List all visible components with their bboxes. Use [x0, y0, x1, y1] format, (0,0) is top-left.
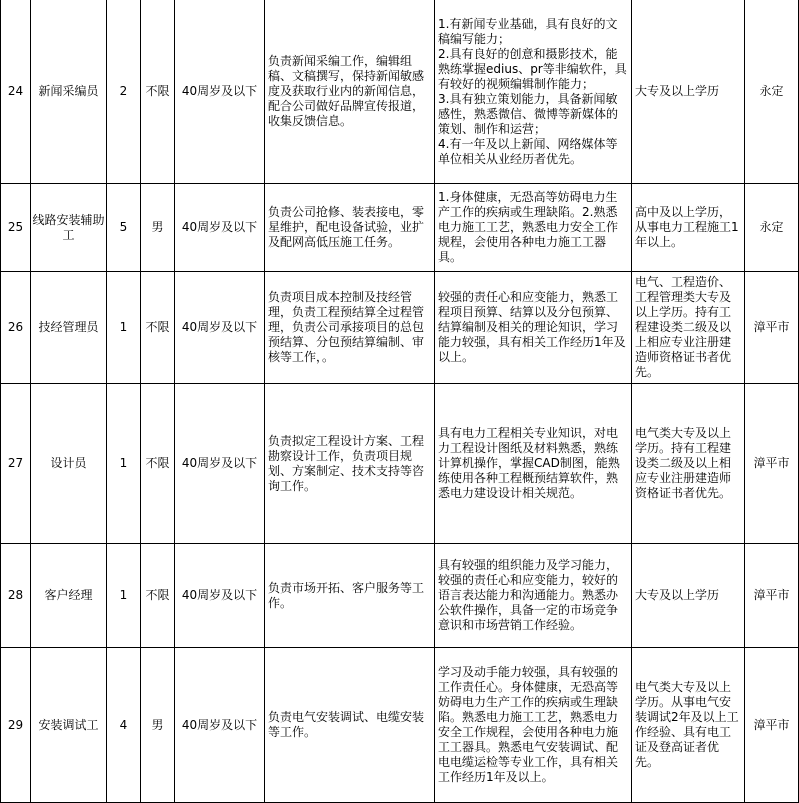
- cell-count: 4: [107, 648, 141, 803]
- cell-no: 24: [1, 0, 31, 184]
- cell-education: 高中及以上学历，从事电力工程施工1年以上。: [632, 184, 745, 272]
- cell-age: 40周岁及以下: [175, 384, 265, 544]
- cell-post: 技经管理员: [31, 272, 107, 384]
- cell-count: 1: [107, 272, 141, 384]
- cell-location: 永定: [745, 184, 799, 272]
- cell-location: 永定: [745, 0, 799, 184]
- cell-post: 设计员: [31, 384, 107, 544]
- cell-requirements: 具有较强的组织能力及学习能力，较强的责任心和应变能力，较好的语言表达能力和沟通能力。熟悉办公软件操作，具备一定的市场竞争意识和市场营销工作经验。: [435, 544, 632, 648]
- cell-gender: 男: [141, 648, 175, 803]
- cell-education: 大专及以上学历: [632, 0, 745, 184]
- cell-requirements: 较强的责任心和应变能力，熟悉工程项目预算、结算以及分包预算、结算编制及相关的理论知识，学习能力较强，具有相关工作经历1年及以上。: [435, 272, 632, 384]
- table-row: [1, 384, 799, 544]
- cell-age: 40周岁及以下: [175, 184, 265, 272]
- cell-education: 大专及以上学历: [632, 544, 745, 648]
- cell-post: 客户经理: [31, 544, 107, 648]
- cell-count: 1: [107, 384, 141, 544]
- cell-gender: 不限: [141, 544, 175, 648]
- table-row: [1, 272, 799, 384]
- cell-duties: 负责公司抢修、装表接电，零星维护，配电设备试验，业扩及配网高低压施工任务。: [265, 184, 435, 272]
- cell-duties: 负责项目成本控制及技经管理，负责工程预结算全过程管理，负责公司承接项目的总包预结算、分包预结算编制、审核等工作，。: [265, 272, 435, 384]
- cell-gender: 不限: [141, 0, 175, 184]
- cell-gender: 不限: [141, 384, 175, 544]
- cell-gender: 男: [141, 184, 175, 272]
- table-row: [1, 0, 799, 184]
- cell-duties: 负责电气安装调试、电缆安装等工作。: [265, 648, 435, 803]
- cell-no: 28: [1, 544, 31, 648]
- table-body: [1, 0, 799, 803]
- cell-location: 漳平市: [745, 648, 799, 803]
- cell-location: 漳平市: [745, 384, 799, 544]
- cell-post: 线路安装辅助工: [31, 184, 107, 272]
- cell-duties: 负责新闻采编工作，编辑组稿、文稿撰写，保持新闻敏感度及获取行业内的新闻信息，配合公司做好品牌宣传报道，收集反馈信息。: [265, 0, 435, 184]
- cell-post: 安装调试工: [31, 648, 107, 803]
- table-row: [1, 544, 799, 648]
- cell-education: 电气类大专及以上学历。从事电气安装调试2年及以上工作经验、具有电工证及登高证者优先。: [632, 648, 745, 803]
- table-row: [1, 648, 799, 803]
- cell-no: 27: [1, 384, 31, 544]
- cell-requirements: 1.身体健康，无恐高等妨碍电力生产工作的疾病或生理缺陷。2.熟悉电力施工工艺，熟悉电力安全工作规程，会使用各种电力施工工器具。: [435, 184, 632, 272]
- cell-duties: 负责市场开拓、客户服务等工作。: [265, 544, 435, 648]
- cell-requirements: 学习及动手能力较强，具有较强的工作责任心。身体健康，无恐高等妨碍电力生产工作的疾病或生理缺陷。熟悉电力施工工艺，熟悉电力安全工作规程，会使用各种电力施工工器具。熟悉电气安装调试、配电电缆运检等专业工作，具有相关工作经历1年及以上。: [435, 648, 632, 803]
- cell-education: 电气、工程造价、工程管理类大专及以上学历。持有工程建设类二级及以上相应专业注册建造师资格证书者优先。: [632, 272, 745, 384]
- table-row: [1, 184, 799, 272]
- cell-requirements: 1.有新闻专业基础，具有良好的文稿编写能力； 2.具有良好的创意和摄影技术，能熟练掌握edius、pr等非编软件，具有较好的视频编辑制作能力； 3.具有独立策划能力，具备新闻敏感性，熟悉微信、微博等新媒体的策划、制作和运营； 4.有一年及以上新闻、网络媒体等单位相关从业经历者优先。: [435, 0, 632, 184]
- cell-count: 1: [107, 544, 141, 648]
- cell-gender: 不限: [141, 272, 175, 384]
- cell-count: 5: [107, 184, 141, 272]
- cell-age: 40周岁及以下: [175, 544, 265, 648]
- cell-no: 25: [1, 184, 31, 272]
- cell-location: 漳平市: [745, 544, 799, 648]
- cell-duties: 负责拟定工程设计方案、工程勘察设计工作，负责项目规划、方案制定、技术支持等咨询工作。: [265, 384, 435, 544]
- cell-post: 新闻采编员: [31, 0, 107, 184]
- cell-location: 漳平市: [745, 272, 799, 384]
- cell-no: 29: [1, 648, 31, 803]
- cell-no: 26: [1, 272, 31, 384]
- cell-requirements: 具有电力工程相关专业知识，对电力工程设计图纸及材料熟悉，熟练计算机操作，掌握CAD制图，能熟练使用各种工程概预结算软件，熟悉电力建设设计相关规范。: [435, 384, 632, 544]
- cell-age: 40周岁及以下: [175, 272, 265, 384]
- cell-education: 电气类大专及以上学历。持有工程建设类二级及以上相应专业注册建造师资格证书者优先。: [632, 384, 745, 544]
- cell-age: 40周岁及以下: [175, 648, 265, 803]
- cell-age: 40周岁及以下: [175, 0, 265, 184]
- cell-count: 2: [107, 0, 141, 184]
